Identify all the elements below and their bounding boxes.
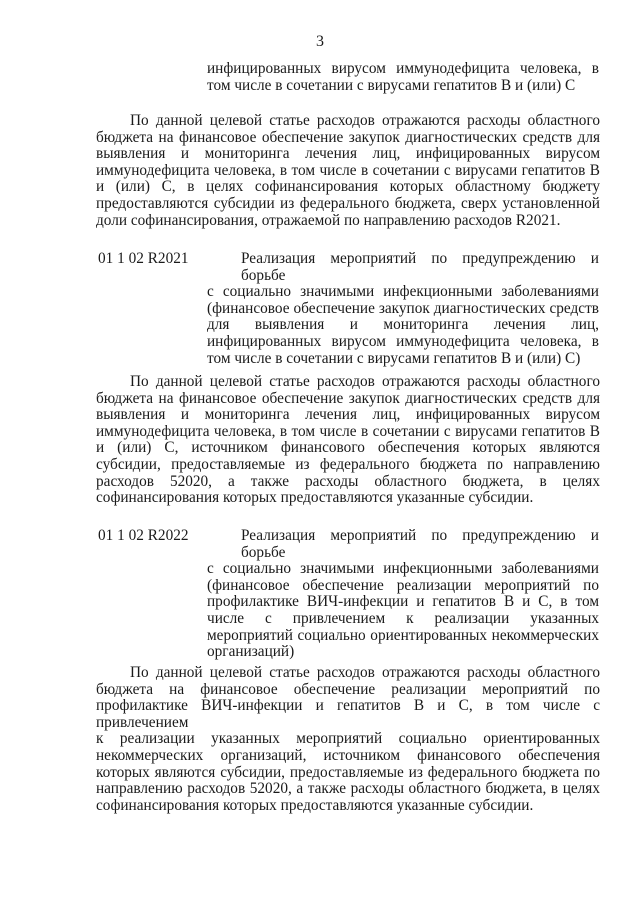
budget-code: 01 1 02 R2022 xyxy=(98,527,189,544)
paragraph xyxy=(96,113,600,229)
text-line: с социально значимыми инфекционными заболеваниями xyxy=(207,560,599,578)
text-line: мероприятий социально ориентированных некоммерческих xyxy=(207,626,599,644)
text-line: (финансовое обеспечение реализации мероприятий по xyxy=(207,576,599,594)
text-line: инфицированных вирусом иммунодефицита человека, в xyxy=(207,332,599,350)
text-line: софинансирования которых предоставляются указанные субсидии. xyxy=(96,796,534,814)
page-number: 3 xyxy=(316,33,324,50)
paragraph xyxy=(96,665,600,814)
text-line: выявления и мониторинга лечения лиц, инфицированных вирусом xyxy=(96,145,600,163)
text-line: (финансовое обеспечение закупок диагностических средств xyxy=(207,299,599,317)
text-line: к реализации указанных мероприятий социально ориентированных xyxy=(96,730,600,748)
text-line: направлению расходов 52020, а также расходы областного бюджета, в целях xyxy=(96,780,600,798)
paragraph xyxy=(96,374,600,507)
entry-title xyxy=(207,251,599,367)
text-line: По данной целевой статье расходов отражаются расходы областного xyxy=(130,112,600,129)
text-line: и (или) С, в целях софинансирования которых областному бюджету xyxy=(96,178,600,196)
text-line: том числе в сочетании с вирусами гепатитов В и (или) С xyxy=(207,76,576,94)
budget-code: 01 1 02 R2021 xyxy=(98,250,189,267)
text-line: иммунодефицита человека, в том числе в сочетании с вирусами гепатитов В xyxy=(96,161,600,179)
text-line: том числе в сочетании с вирусами гепатитов В и (или) С) xyxy=(207,349,581,367)
text-line: профилактике ВИЧ-инфекции и гепатитов В и С, в том xyxy=(207,593,599,611)
text-line: По данной целевой статье расходов отражаются расходы областного xyxy=(130,373,600,390)
text-line: некоммерческих организаций, источником финансового обеспечения xyxy=(96,746,600,764)
text-line: бюджета на финансовое обеспечение закупок диагностических средств для xyxy=(96,389,600,407)
text-line: которых являются субсидии, предоставляемые из федерального бюджета по xyxy=(96,763,600,781)
text-line: для выявления и мониторинга лечения лиц, xyxy=(207,316,599,334)
text-line: Реализация мероприятий по предупреждению и борьбе xyxy=(241,527,599,561)
text-line: профилактике ВИЧ-инфекции и гепатитов В и С, в том числе с привлечением xyxy=(96,697,600,731)
text-line: инфицированных вирусом иммунодефицита человека, в xyxy=(207,60,599,77)
text-line: доли софинансирования, отражаемой по направлению расходов R2021. xyxy=(96,211,561,229)
text-line: бюджета на финансовое обеспечение закупок диагностических средств для xyxy=(96,128,600,146)
text-line: выявления и мониторинга лечения лиц, инфицированных вирусом xyxy=(96,406,600,424)
text-line: бюджета на финансовое обеспечение реализации мероприятий по xyxy=(96,680,600,698)
text-line: По данной целевой статье расходов отражаются расходы областного xyxy=(130,664,600,681)
text-line: субсидии, предоставляемые из федерального бюджета по направлению xyxy=(96,455,600,473)
text-line: софинансирования которых предоставляются указанные субсидии. xyxy=(96,489,534,507)
text-line: Реализация мероприятий по предупреждению и борьбе xyxy=(241,250,599,284)
text-line: предоставляются субсидии из федерального бюджета, сверх установленной xyxy=(96,194,600,212)
text-line: с социально значимыми инфекционными заболеваниями xyxy=(207,283,599,301)
text-line: числе с привлечением к реализации указанных xyxy=(207,609,599,627)
text-line: иммунодефицита человека, в том числе в сочетании с вирусами гепатитов В xyxy=(96,422,600,440)
entry-title xyxy=(207,528,599,661)
text-line: и (или) С, источником финансового обеспечения которых являются xyxy=(96,439,600,457)
top-continuation xyxy=(207,61,599,94)
text-line: организаций) xyxy=(207,643,295,661)
text-line: расходов 52020, а также расходы областного бюджета, в целях xyxy=(96,472,600,490)
